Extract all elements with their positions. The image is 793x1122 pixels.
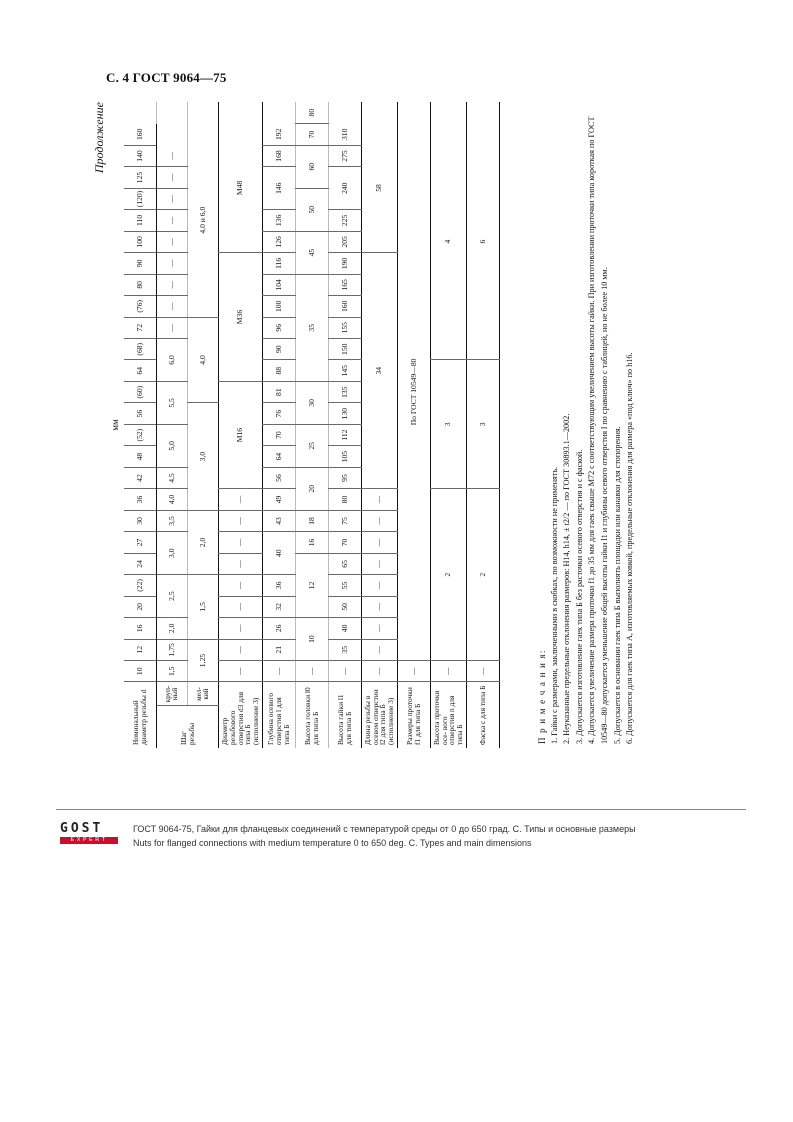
table-cell: — <box>219 618 263 639</box>
table-cell: 90 <box>262 339 295 360</box>
pitch-cell: 3,0 <box>188 403 219 510</box>
pitch-cell: 2,0 <box>157 618 188 639</box>
table-cell: 50 <box>328 596 361 617</box>
table-cell: 70 <box>295 124 328 145</box>
head-height-row <box>295 102 328 748</box>
table-cell: 145 <box>328 360 361 381</box>
pitch-cell: 4,5 <box>157 467 188 488</box>
label-pitch-coarse: круп- ный <box>157 682 188 706</box>
table-cell: 155 <box>328 317 361 338</box>
d3-cell: М16 <box>219 381 263 488</box>
pitch-cell: 3,0 <box>157 532 188 575</box>
d3-cell: М36 <box>219 253 263 382</box>
table-cell: 3 <box>466 360 499 489</box>
label-groove-size: Размеры проточки f1 для типа Б <box>405 687 422 745</box>
gost-expert-logo: GOST EXPERT <box>60 823 122 845</box>
footer-divider <box>56 809 746 810</box>
note-item: 3. Допускается изготовление гаек типа Б без расточки осевого отверстия и с фаской. <box>574 449 584 744</box>
table-cell: 80 <box>295 102 328 124</box>
table-cell: 18 <box>295 510 328 531</box>
table-cell: 6 <box>466 124 499 360</box>
table-cell: 10 <box>295 618 328 661</box>
label-pitch-fine: мел- кий <box>188 682 219 706</box>
table-cell: 190 <box>328 253 361 274</box>
note-item: 5. Допускается в основании гаек типа Б выполнять площадки или канавки для стопорения. <box>612 426 622 744</box>
table-cell: 96 <box>262 317 295 338</box>
table-cell: — <box>361 618 397 639</box>
table-cell: — <box>219 639 263 660</box>
diameter-cell: 125 <box>124 167 157 188</box>
page-title: С. 4 ГОСТ 9064—75 <box>106 70 227 85</box>
table-cell: — <box>219 510 263 531</box>
table-cell: — <box>361 489 397 510</box>
rotated-table-region <box>92 102 662 748</box>
table-cell: 26 <box>262 618 295 639</box>
pitch-cell: 5,5 <box>157 381 188 424</box>
footer-caption <box>133 822 636 850</box>
table-cell: 64 <box>262 446 295 467</box>
dash-cell: — <box>157 253 188 274</box>
table-cell: По ГОСТ 10549—80 <box>397 124 430 661</box>
table-cell: 55 <box>328 575 361 596</box>
table-cell: 168 <box>262 145 295 166</box>
dash-cell: — <box>157 296 188 317</box>
pitch-cell: 1,5 <box>157 661 188 682</box>
table-cell: 225 <box>328 210 361 231</box>
diameter-cell: 64 <box>124 360 157 381</box>
notes-heading: П р и м е ч а н и я: <box>537 649 547 744</box>
table-cell: — <box>361 661 397 682</box>
diameter-cell: 30 <box>124 510 157 531</box>
diameter-cell: (120) <box>124 188 157 209</box>
table-cell: 130 <box>328 403 361 424</box>
diameter-cell: 20 <box>124 596 157 617</box>
table-cell: 56 <box>262 467 295 488</box>
table-cell: 58 <box>361 124 397 253</box>
diameter-cell: 12 <box>124 639 157 660</box>
table-cell: 105 <box>328 446 361 467</box>
table-cell: 116 <box>262 253 295 274</box>
label-nut-height: Высота гайки l1 для типа Б <box>336 694 353 745</box>
table-cell: — <box>361 575 397 596</box>
diameter-cell: 160 <box>124 124 157 145</box>
table-cell: 35 <box>328 639 361 660</box>
table-cell: 146 <box>262 167 295 210</box>
groove-height-row <box>430 102 466 748</box>
diameter-cell: 140 <box>124 145 157 166</box>
table-cell: — <box>295 661 328 682</box>
diameter-cell: 27 <box>124 532 157 553</box>
diameter-cell: (22) <box>124 575 157 596</box>
d3-row <box>219 102 263 748</box>
pitch-cell: 5,0 <box>157 424 188 467</box>
table-cell: 205 <box>328 231 361 252</box>
table-cell: 2 <box>430 489 466 661</box>
table-cell: 80 <box>328 489 361 510</box>
label-d3: Диаметр резьбового отверстия d3 для типа Б (исполнение 3) <box>220 691 261 745</box>
table-cell: — <box>397 661 430 682</box>
table-cell: 88 <box>262 360 295 381</box>
table-cell: 30 <box>295 381 328 424</box>
table-cell: — <box>219 489 263 510</box>
table-cell: — <box>361 510 397 531</box>
dash-cell: — <box>157 167 188 188</box>
diameter-cell: 42 <box>124 467 157 488</box>
table-cell: 275 <box>328 145 361 166</box>
label-groove-height: Высота проточки осе- вого отверстия n для типа Б <box>431 690 465 745</box>
diameter-cell: 16 <box>124 618 157 639</box>
table-cell: — <box>361 553 397 574</box>
footer-line-ru: ГОСТ 9064-75, Гайки для фланцевых соединений с температурой среды от 0 до 650 град. С. Типы и основные размеры <box>133 824 636 834</box>
table-cell: — <box>219 575 263 596</box>
pitch-cell: 1,5 <box>188 575 219 639</box>
table-cell: 310 <box>328 124 361 145</box>
chamfer-row <box>466 102 499 748</box>
table-cell: — <box>219 661 263 682</box>
table-cell: 45 <box>295 231 328 274</box>
table-cell: 60 <box>295 145 328 188</box>
table-cell: 95 <box>328 467 361 488</box>
table-cell: 16 <box>295 532 328 553</box>
note-item: 6. Допускается для гаек типа А, изготовляемых ковкой, предельные отклонения для размера «под ключ» по h16. <box>625 352 635 744</box>
diameter-cell: 90 <box>124 253 157 274</box>
dash-cell: — <box>157 317 188 338</box>
table-cell: 50 <box>295 188 328 231</box>
table-cell: — <box>361 639 397 660</box>
table-cell: 192 <box>262 124 295 145</box>
pitch-fine-row <box>188 102 219 748</box>
pitch-cell: 1,75 <box>157 639 188 660</box>
table-cell: — <box>328 661 361 682</box>
table-cell: 2 <box>466 489 499 661</box>
table-cell: 81 <box>262 381 295 402</box>
diameter-cell: 10 <box>124 661 157 682</box>
diameter-cell: (76) <box>124 296 157 317</box>
unit-label: мм <box>110 419 120 431</box>
dash-cell: — <box>157 188 188 209</box>
table-cell: 49 <box>262 489 295 510</box>
table-cell: 3 <box>430 360 466 489</box>
pitch-cell: 4,0 <box>157 489 188 510</box>
header-row <box>124 102 157 748</box>
table-cell: — <box>262 661 295 682</box>
dash-cell: — <box>157 274 188 295</box>
table-cell: — <box>219 596 263 617</box>
table-cell: 135 <box>328 381 361 402</box>
table-cell: 34 <box>361 253 397 489</box>
diameter-cell: 24 <box>124 553 157 574</box>
table-cell: 112 <box>328 424 361 445</box>
note-item: 1. Гайки с размерами, заключенными в скобках, по возможности не применять. <box>549 466 559 744</box>
continuation-label: Продолжение <box>92 102 106 174</box>
d3-cell: М48 <box>219 124 263 253</box>
label-thread-pitch: Шаг резьбы <box>178 722 196 745</box>
groove-size-row <box>397 102 430 748</box>
thread-length-row <box>361 102 397 748</box>
table-cell: 76 <box>262 403 295 424</box>
table-cell: 40 <box>328 618 361 639</box>
table-cell: — <box>361 532 397 553</box>
note-item: 4. Допускается увеличение размера проточки f1 до 35 мм для гаек свыше М72 с соответствующим увеличением высоты гайки. При изготовлении проточки типа короткая по ГОСТ 10549—80 допускается уменьшение общей высоты гайки l1 и глубины осевого отверстия l по сравнению с таблицей, но не более 10 мм. <box>587 116 609 744</box>
pitch-cell: 6,0 <box>157 339 188 382</box>
table-cell: 40 <box>262 532 295 575</box>
pitch-cell: 3,5 <box>157 510 188 531</box>
table-cell: 136 <box>262 210 295 231</box>
note-item: 2. Неуказанные предельные отклонения размеров: H14, h14, ± t2/2 — по ГОСТ 30893.1—2002. <box>562 413 572 744</box>
table-cell: — <box>430 661 466 682</box>
dash-cell: — <box>157 231 188 252</box>
footer-line-en: Nuts for flanged connections with medium temperature 0 to 650 deg. C. Types and main dimensions <box>133 838 532 848</box>
diameter-cell: 80 <box>124 274 157 295</box>
diameter-cell: (68) <box>124 339 157 360</box>
table-cell: 4 <box>430 124 466 360</box>
diameter-cell: 110 <box>124 210 157 231</box>
dash-cell: — <box>157 210 188 231</box>
table-cell: 20 <box>295 467 328 510</box>
diameter-cell: 36 <box>124 489 157 510</box>
table-cell: 70 <box>262 424 295 445</box>
label-depth: Глубина осевого отверстия l для типа Б <box>266 692 291 745</box>
table-cell: 165 <box>328 274 361 295</box>
pitch-coarse-row <box>157 102 188 748</box>
label-thread-length: Длина резьбы в осевом отверстии l2 для типа Б (исполнение 3) <box>362 689 396 745</box>
diameter-cell: 56 <box>124 403 157 424</box>
dash-cell: — <box>157 145 188 166</box>
diameter-cell: 100 <box>124 231 157 252</box>
pitch-cell: 4,0 <box>188 317 219 403</box>
table-cell: 21 <box>262 639 295 660</box>
table-cell: — <box>219 532 263 553</box>
table-cell: 32 <box>262 596 295 617</box>
diameter-cell: (52) <box>124 424 157 445</box>
dimensions-table <box>124 102 500 748</box>
table-cell: 36 <box>262 575 295 596</box>
table-cell: 160 <box>328 296 361 317</box>
label-chamfer: Фаска c для типа Б <box>478 685 488 745</box>
pitch-cell: 2,0 <box>188 510 219 574</box>
table-cell: 126 <box>262 231 295 252</box>
table-cell: — <box>466 661 499 682</box>
label-head-height: Высота головки l0 для типа Б <box>303 687 320 745</box>
table-cell: — <box>361 596 397 617</box>
diameter-cell: 48 <box>124 446 157 467</box>
table-cell: 35 <box>295 274 328 381</box>
table-cell: 25 <box>295 424 328 467</box>
table-cell: 100 <box>262 296 295 317</box>
label-nominal-diameter: Номинальный диаметр резьбы d <box>124 682 157 748</box>
notes-block <box>536 106 637 744</box>
nut-height-row <box>328 102 361 748</box>
diameter-cell: 72 <box>124 317 157 338</box>
depth-row <box>262 102 295 748</box>
table-cell: 43 <box>262 510 295 531</box>
table-cell: 240 <box>328 167 361 210</box>
table-cell: 150 <box>328 339 361 360</box>
pitch-cell: 1,25 <box>188 639 219 682</box>
table-cell: 70 <box>328 532 361 553</box>
table-cell: 12 <box>295 553 328 617</box>
pitch-cell: 4,0 и 6,0 <box>188 124 219 317</box>
table-cell: — <box>219 553 263 574</box>
pitch-cell: 2,5 <box>157 575 188 618</box>
table-cell: 104 <box>262 274 295 295</box>
diameter-cell: (60) <box>124 381 157 402</box>
table-cell: 65 <box>328 553 361 574</box>
table-cell: 75 <box>328 510 361 531</box>
